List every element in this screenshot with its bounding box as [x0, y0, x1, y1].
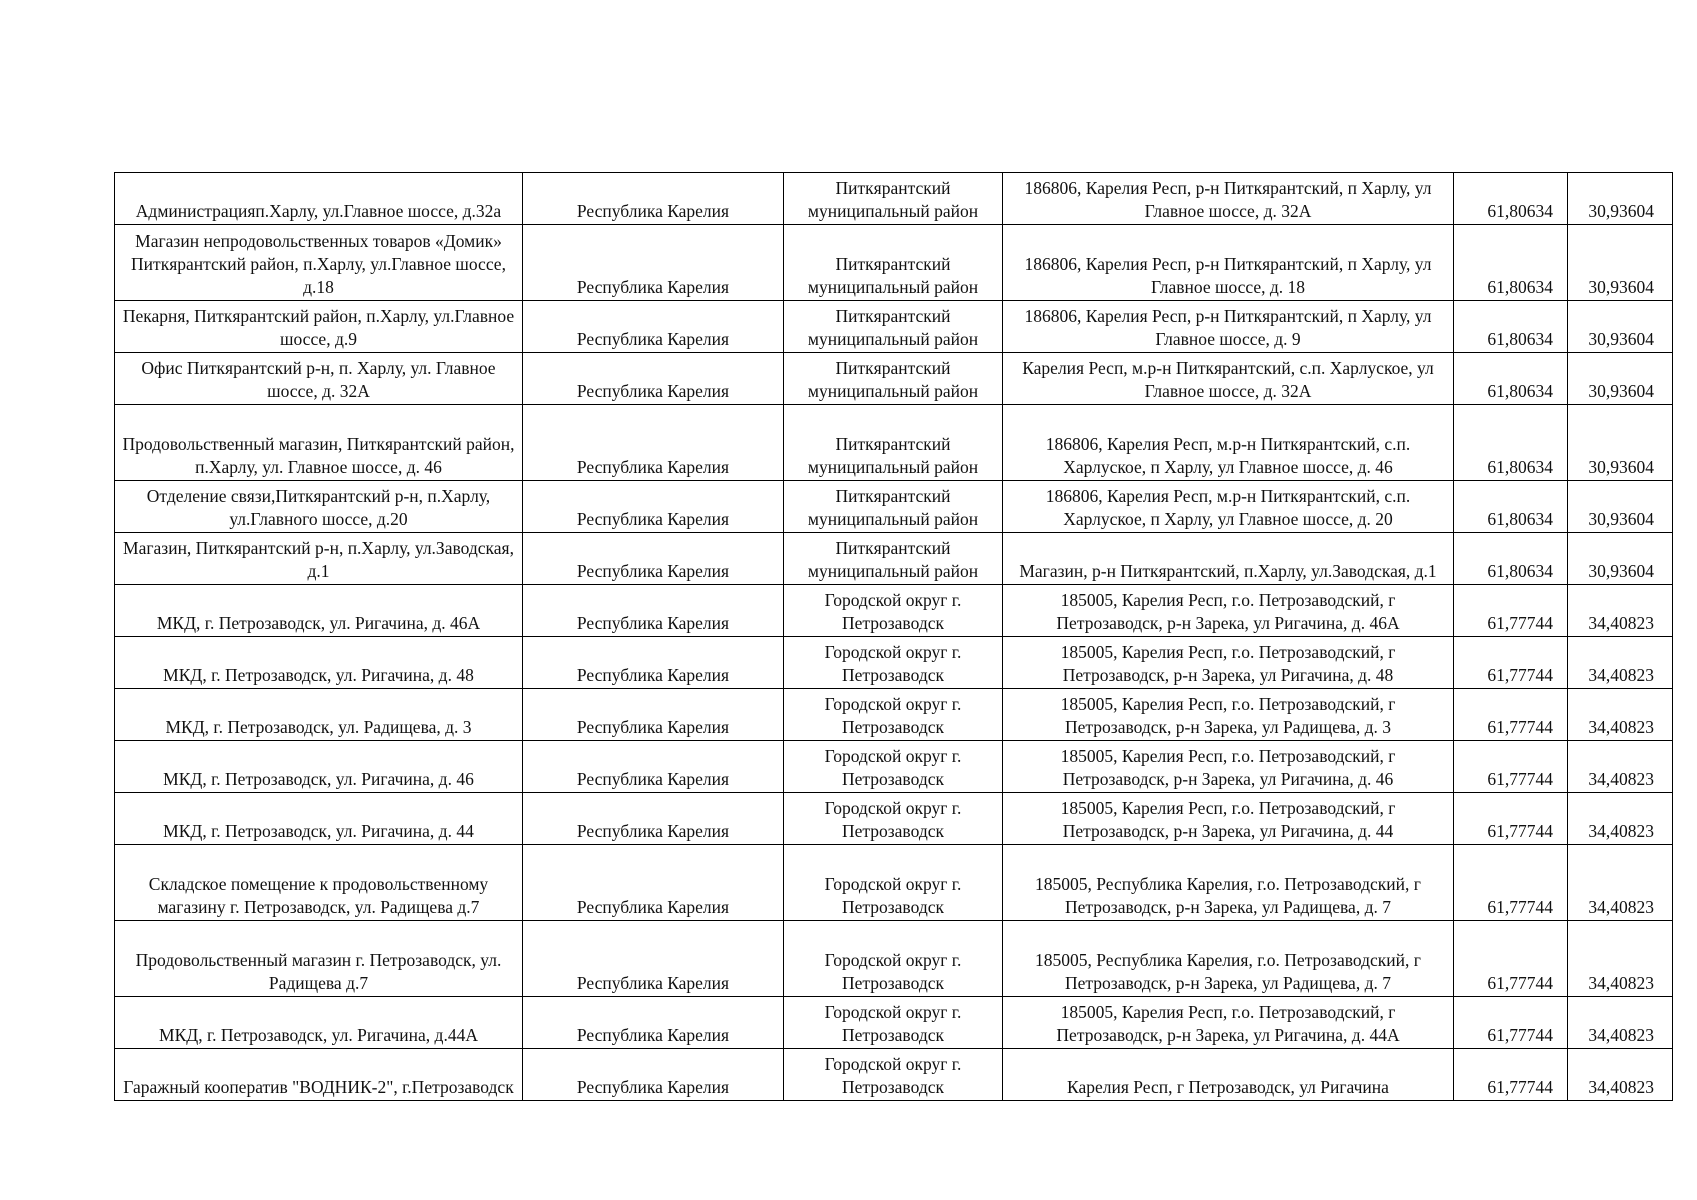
table-row	[115, 845, 1673, 921]
region-cell: Республика Карелия	[523, 353, 784, 405]
object-name-cell: МКД, г. Петрозаводск, ул. Радищева, д. 3	[115, 689, 523, 741]
longitude-cell: 30,93604	[1568, 173, 1673, 225]
latitude-cell: 61,77744	[1454, 1049, 1568, 1101]
longitude-cell: 34,40823	[1568, 741, 1673, 793]
table-row	[115, 585, 1673, 637]
latitude-cell: 61,80634	[1454, 533, 1568, 585]
latitude-cell: 61,77744	[1454, 689, 1568, 741]
region-cell: Республика Карелия	[523, 689, 784, 741]
region-cell: Республика Карелия	[523, 921, 784, 997]
longitude-cell: 34,40823	[1568, 1049, 1673, 1101]
region-cell: Республика Карелия	[523, 1049, 784, 1101]
object-name-cell: Офис Питкярантский р-н, п. Харлу, ул. Главное шоссе, д. 32А	[115, 353, 523, 405]
object-name-cell: МКД, г. Петрозаводск, ул. Ригачина, д. 46	[115, 741, 523, 793]
region-cell: Республика Карелия	[523, 637, 784, 689]
object-name-cell: МКД, г. Петрозаводск, ул. Ригачина, д.44А	[115, 997, 523, 1049]
longitude-cell: 34,40823	[1568, 845, 1673, 921]
address-cell: 186806, Карелия Респ, р-н Питкярантский, п Харлу, ул Главное шоссе, д. 32А	[1003, 173, 1454, 225]
address-cell: 185005, Карелия Респ, г.о. Петрозаводский, г Петрозаводск, р-н Зарека, ул Ригачина, д. 44	[1003, 793, 1454, 845]
object-name-cell: Администрацияп.Харлу, ул.Главное шоссе, д.32а	[115, 173, 523, 225]
municipality-cell: Питкярантский муниципальный район	[784, 481, 1003, 533]
region-cell: Республика Карелия	[523, 585, 784, 637]
address-cell: Карелия Респ, г Петрозаводск, ул Ригачина	[1003, 1049, 1454, 1101]
table-row	[115, 997, 1673, 1049]
object-name-cell: Магазин, Питкярантский р-н, п.Харлу, ул.Заводская, д.1	[115, 533, 523, 585]
table-row	[115, 1049, 1673, 1101]
region-cell: Республика Карелия	[523, 405, 784, 481]
object-name-cell: Пекарня, Питкярантский район, п.Харлу, ул.Главное шоссе, д.9	[115, 301, 523, 353]
region-cell: Республика Карелия	[523, 533, 784, 585]
table-body	[115, 173, 1673, 1101]
table-row	[115, 921, 1673, 997]
address-cell: 185005, Карелия Респ, г.о. Петрозаводский, г Петрозаводск, р-н Зарека, ул Ригачина, д. 46	[1003, 741, 1454, 793]
longitude-cell: 30,93604	[1568, 225, 1673, 301]
latitude-cell: 61,77744	[1454, 997, 1568, 1049]
table-row	[115, 741, 1673, 793]
region-cell: Республика Карелия	[523, 301, 784, 353]
municipality-cell: Городской округ г. Петрозаводск	[784, 1049, 1003, 1101]
latitude-cell: 61,80634	[1454, 405, 1568, 481]
object-name-cell: МКД, г. Петрозаводск, ул. Ригачина, д. 48	[115, 637, 523, 689]
object-name-cell: МКД, г. Петрозаводск, ул. Ригачина, д. 44	[115, 793, 523, 845]
objects-table	[114, 172, 1673, 1101]
table-row	[115, 173, 1673, 225]
address-cell: 185005, Карелия Респ, г.о. Петрозаводский, г Петрозаводск, р-н Зарека, ул Ригачина, д. 44А	[1003, 997, 1454, 1049]
region-cell: Республика Карелия	[523, 225, 784, 301]
address-cell: Карелия Респ, м.р-н Питкярантский, с.п. Харлуское, ул Главное шоссе, д. 32А	[1003, 353, 1454, 405]
municipality-cell: Питкярантский муниципальный район	[784, 173, 1003, 225]
municipality-cell: Питкярантский муниципальный район	[784, 533, 1003, 585]
object-name-cell: Продовольственный магазин, Питкярантский район, п.Харлу, ул. Главное шоссе, д. 46	[115, 405, 523, 481]
longitude-cell: 30,93604	[1568, 353, 1673, 405]
municipality-cell: Питкярантский муниципальный район	[784, 405, 1003, 481]
latitude-cell: 61,80634	[1454, 225, 1568, 301]
table-row	[115, 689, 1673, 741]
address-cell: 185005, Карелия Респ, г.о. Петрозаводский, г Петрозаводск, р-н Зарека, ул Ригачина, д. 48	[1003, 637, 1454, 689]
address-cell: 186806, Карелия Респ, р-н Питкярантский, п Харлу, ул Главное шоссе, д. 18	[1003, 225, 1454, 301]
municipality-cell: Городской округ г. Петрозаводск	[784, 585, 1003, 637]
address-cell: 186806, Карелия Респ, м.р-н Питкярантский, с.п. Харлуское, п Харлу, ул Главное шоссе, д. 46	[1003, 405, 1454, 481]
municipality-cell: Питкярантский муниципальный район	[784, 353, 1003, 405]
table-row	[115, 481, 1673, 533]
longitude-cell: 30,93604	[1568, 533, 1673, 585]
table-row	[115, 301, 1673, 353]
region-cell: Республика Карелия	[523, 173, 784, 225]
latitude-cell: 61,80634	[1454, 353, 1568, 405]
latitude-cell: 61,77744	[1454, 845, 1568, 921]
municipality-cell: Городской округ г. Петрозаводск	[784, 793, 1003, 845]
municipality-cell: Питкярантский муниципальный район	[784, 301, 1003, 353]
municipality-cell: Городской округ г. Петрозаводск	[784, 845, 1003, 921]
latitude-cell: 61,80634	[1454, 173, 1568, 225]
address-cell: 185005, Республика Карелия, г.о. Петрозаводский, г Петрозаводск, р-н Зарека, ул Радищева, д. 7	[1003, 921, 1454, 997]
table-row	[115, 405, 1673, 481]
address-cell: 186806, Карелия Респ, р-н Питкярантский, п Харлу, ул Главное шоссе, д. 9	[1003, 301, 1454, 353]
latitude-cell: 61,77744	[1454, 793, 1568, 845]
longitude-cell: 30,93604	[1568, 481, 1673, 533]
latitude-cell: 61,77744	[1454, 637, 1568, 689]
municipality-cell: Городской округ г. Петрозаводск	[784, 997, 1003, 1049]
municipality-cell: Городской округ г. Петрозаводск	[784, 741, 1003, 793]
table-row	[115, 793, 1673, 845]
region-cell: Республика Карелия	[523, 845, 784, 921]
latitude-cell: 61,80634	[1454, 481, 1568, 533]
object-name-cell: Складское помещение к продовольственному магазину г. Петрозаводск, ул. Радищева д.7	[115, 845, 523, 921]
longitude-cell: 34,40823	[1568, 585, 1673, 637]
table-row	[115, 533, 1673, 585]
longitude-cell: 30,93604	[1568, 405, 1673, 481]
latitude-cell: 61,77744	[1454, 585, 1568, 637]
longitude-cell: 34,40823	[1568, 637, 1673, 689]
municipality-cell: Городской округ г. Петрозаводск	[784, 637, 1003, 689]
object-name-cell: Продовольственный магазин г. Петрозаводск, ул. Радищева д.7	[115, 921, 523, 997]
municipality-cell: Питкярантский муниципальный район	[784, 225, 1003, 301]
table-row	[115, 353, 1673, 405]
region-cell: Республика Карелия	[523, 793, 784, 845]
longitude-cell: 34,40823	[1568, 689, 1673, 741]
address-cell: 185005, Карелия Респ, г.о. Петрозаводский, г Петрозаводск, р-н Зарека, ул Ригачина, д. 46А	[1003, 585, 1454, 637]
municipality-cell: Городской округ г. Петрозаводск	[784, 689, 1003, 741]
address-cell: 185005, Карелия Респ, г.о. Петрозаводский, г Петрозаводск, р-н Зарека, ул Радищева, д. 3	[1003, 689, 1454, 741]
region-cell: Республика Карелия	[523, 997, 784, 1049]
object-name-cell: Отделение связи,Питкярантский р-н, п.Харлу, ул.Главного шоссе, д.20	[115, 481, 523, 533]
object-name-cell: Гаражный кооператив "ВОДНИК-2", г.Петрозаводск	[115, 1049, 523, 1101]
longitude-cell: 34,40823	[1568, 793, 1673, 845]
address-cell: 185005, Республика Карелия, г.о. Петрозаводский, г Петрозаводск, р-н Зарека, ул Радищева, д. 7	[1003, 845, 1454, 921]
municipality-cell: Городской округ г. Петрозаводск	[784, 921, 1003, 997]
address-cell: Магазин, р-н Питкярантский, п.Харлу, ул.Заводская, д.1	[1003, 533, 1454, 585]
address-cell: 186806, Карелия Респ, м.р-н Питкярантский, с.п. Харлуское, п Харлу, ул Главное шоссе, д. 20	[1003, 481, 1454, 533]
latitude-cell: 61,80634	[1454, 301, 1568, 353]
latitude-cell: 61,77744	[1454, 921, 1568, 997]
table-row	[115, 225, 1673, 301]
region-cell: Республика Карелия	[523, 481, 784, 533]
longitude-cell: 34,40823	[1568, 921, 1673, 997]
object-name-cell: МКД, г. Петрозаводск, ул. Ригачина, д. 46А	[115, 585, 523, 637]
latitude-cell: 61,77744	[1454, 741, 1568, 793]
longitude-cell: 30,93604	[1568, 301, 1673, 353]
object-name-cell: Магазин непродовольственных товаров «Домик» Питкярантский район, п.Харлу, ул.Главное шоссе, д.18	[115, 225, 523, 301]
longitude-cell: 34,40823	[1568, 997, 1673, 1049]
table-row	[115, 637, 1673, 689]
region-cell: Республика Карелия	[523, 741, 784, 793]
